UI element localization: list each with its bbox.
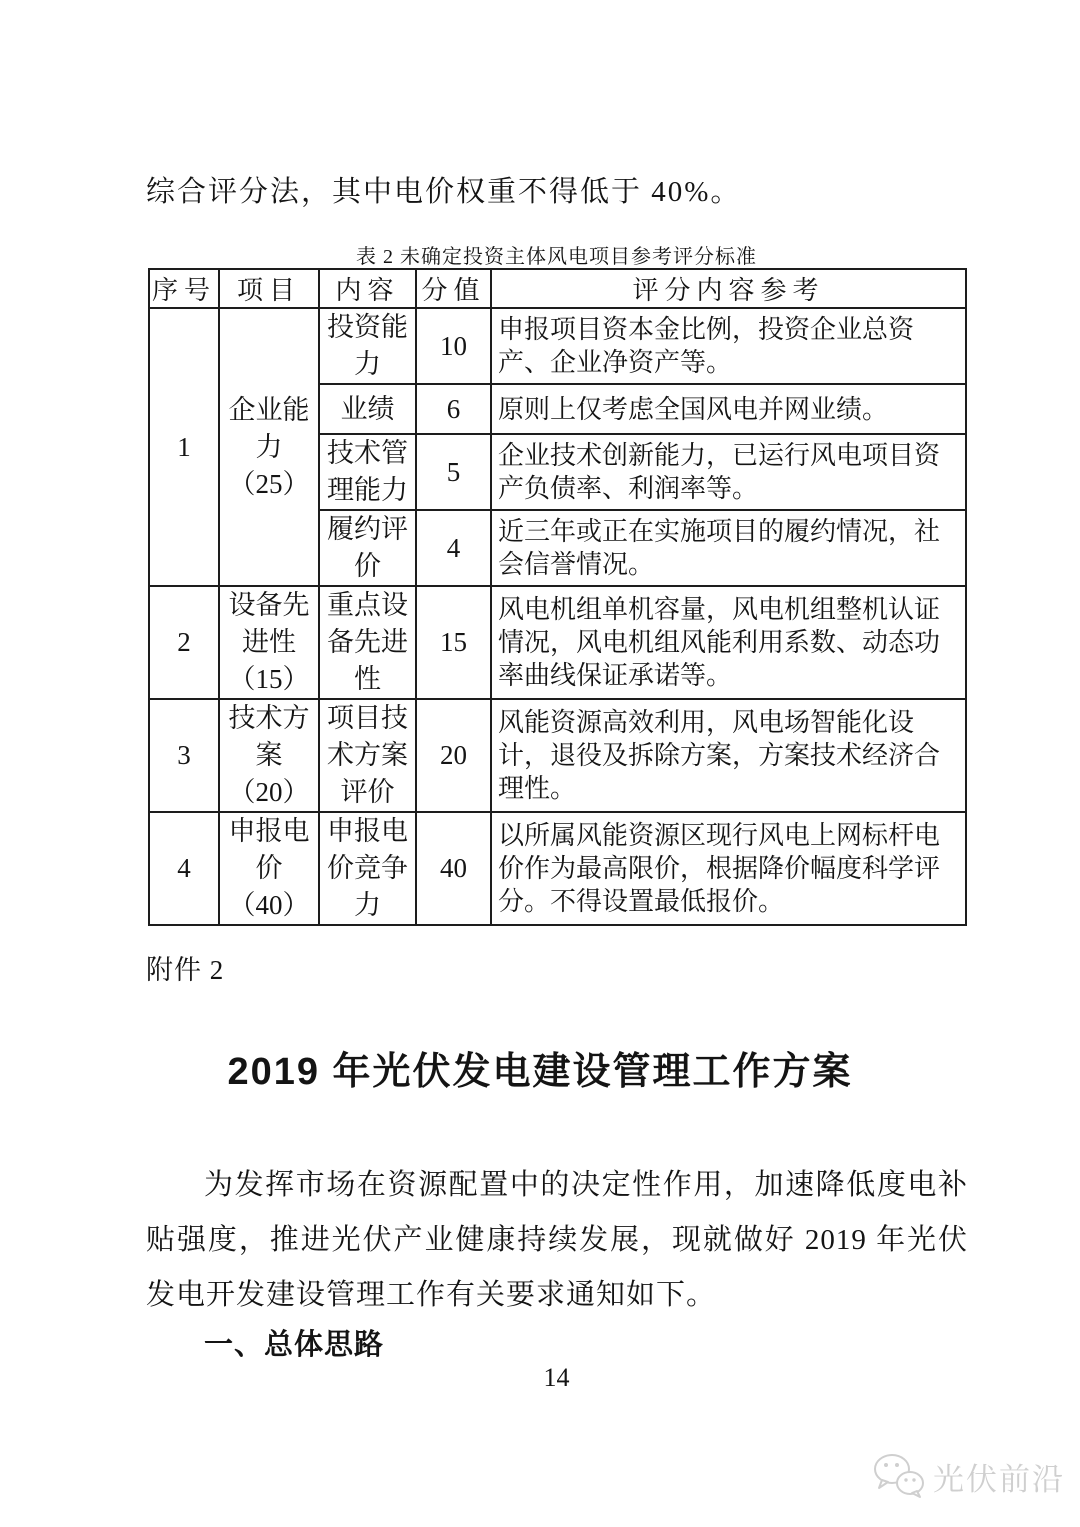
cell-desc: 风电机组单机容量，风电机组整机认证情况，风电机组风能利用系数、动态功率曲线保证承诺等。: [491, 586, 966, 699]
cell-content: 项目技术方案评价: [319, 699, 416, 812]
cell-seq: 2: [149, 586, 219, 699]
cell-score: 6: [416, 384, 491, 434]
table-row: [149, 586, 966, 699]
col-header-seq: 序号: [149, 269, 219, 308]
footer-watermark: [872, 1448, 1065, 1504]
table-row: [149, 812, 966, 925]
cell-seq: 1: [149, 308, 219, 586]
table-caption: 表 2 未确定投资主体风电项目参考评分标准: [356, 246, 757, 268]
cell-content: 履约评价: [319, 510, 416, 586]
lead-text: 综合评分法，其中电价权重不得低于 40%。: [146, 176, 742, 208]
cell-score: 10: [416, 308, 491, 384]
cell-desc: 风能资源高效利用，风电场智能化设计，退役及拆除方案，方案技术经济合理性。: [491, 699, 966, 812]
cell-score: 20: [416, 699, 491, 812]
table-row: [149, 699, 966, 812]
cell-score: 5: [416, 434, 491, 510]
cell-item: 企业能力（25）: [219, 308, 319, 586]
cell-content: 业绩: [319, 384, 416, 434]
cell-content: 投资能力: [319, 308, 416, 384]
col-header-item: 项目: [219, 269, 319, 308]
col-header-score: 分值: [416, 269, 491, 308]
col-header-reference: 评分内容参考: [491, 269, 966, 308]
cell-score: 40: [416, 812, 491, 925]
cell-seq: 4: [149, 812, 219, 925]
cell-desc: 原则上仅考虑全国风电并网业绩。: [491, 384, 966, 434]
cell-score: 4: [416, 510, 491, 586]
cell-content: 重点设备先进性: [319, 586, 416, 699]
page-number: 14: [543, 1363, 570, 1392]
section-heading: 一、总体思路: [204, 1329, 385, 1361]
cell-desc: 以所属风能资源区现行风电上网标杆电价作为最高限价，根据降价幅度科学评分。不得设置最低报价。: [491, 812, 966, 925]
cell-seq: 3: [149, 699, 219, 812]
cell-score: 15: [416, 586, 491, 699]
table-row: [149, 308, 966, 384]
cell-desc: 近三年或正在实施项目的履约情况，社会信誉情况。: [491, 510, 966, 586]
footer-brand-text: 光伏前沿: [933, 1461, 1065, 1497]
scoring-table: [148, 268, 967, 926]
attachment-label: 附件 2: [146, 955, 225, 985]
cell-content: 申报电价竞争力: [319, 812, 416, 925]
document-title: 2019 年光伏发电建设管理工作方案: [227, 1051, 853, 1093]
wechat-icon: [872, 1452, 926, 1500]
col-header-content: 内容: [319, 269, 416, 308]
table-header-row: [149, 269, 966, 308]
body-paragraph: 为发挥市场在资源配置中的决定性作用，加速降低度电补贴强度，推进光伏产业健康持续发展，现就做好 2019 年光伏发电开发建设管理工作有关要求通知如下。: [146, 1169, 968, 1311]
cell-item: 技术方案（20）: [219, 699, 319, 812]
cell-desc: 申报项目资本金比例，投资企业总资产、企业净资产等。: [491, 308, 966, 384]
cell-content: 技术管理能力: [319, 434, 416, 510]
cell-item: 申报电价（40）: [219, 812, 319, 925]
cell-item: 设备先进性（15）: [219, 586, 319, 699]
cell-desc: 企业技术创新能力，已运行风电项目资产负债率、利润率等。: [491, 434, 966, 510]
